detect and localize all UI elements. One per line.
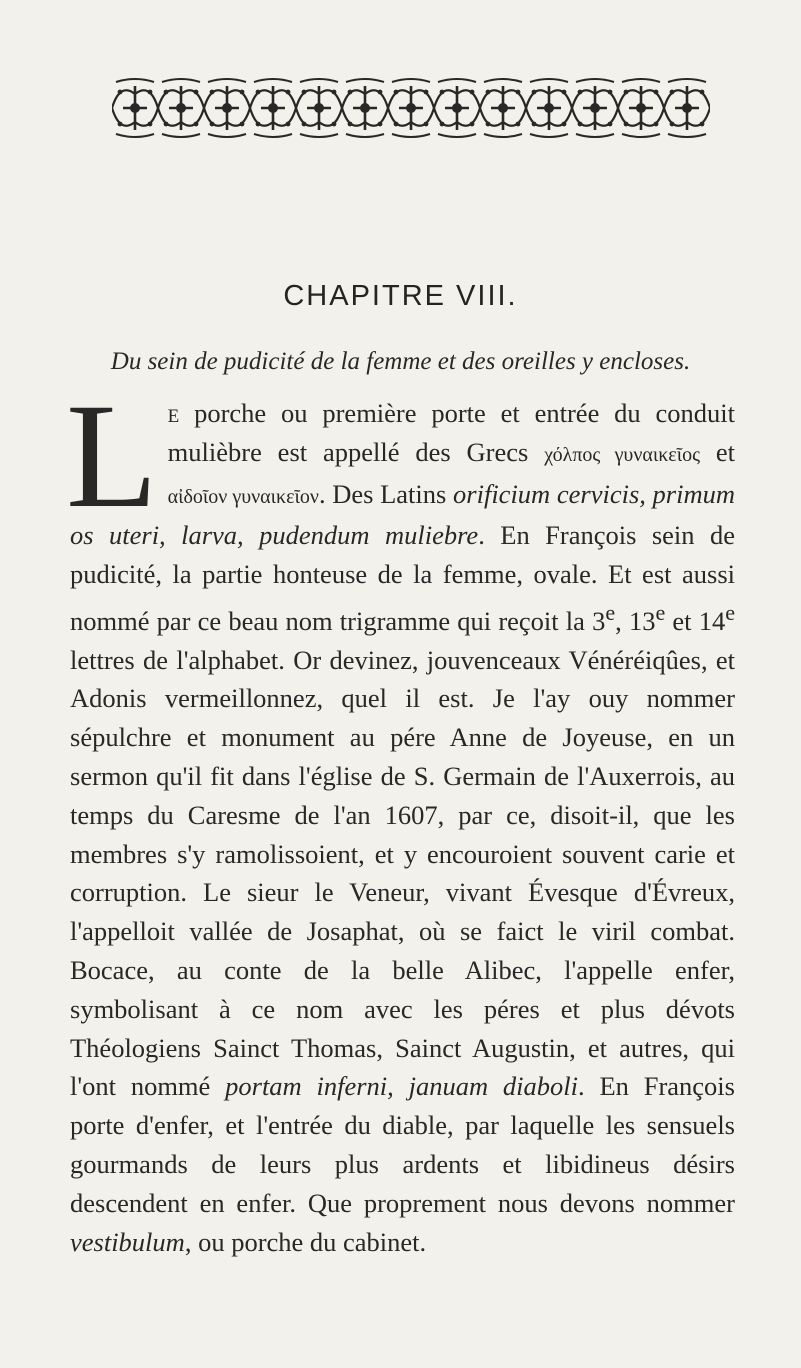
text-run: et 14 [665,605,726,636]
text-run: et [700,436,735,467]
text-run: . Des Latins [318,478,454,509]
text-run: . En François porte d'enfer, et l'entrée du diable, par laquelle les sensuels gourmands de leurs plus ardents et libidineus désirs descendent en enfer. Que proprement nous devons nommer [70,1071,735,1218]
greek-term: αἰδοῖον γυναικεῖον [167,485,319,508]
latin-term: orificium cervicis, primum os uteri, larva, pudendum muliebre [70,478,736,551]
ordinal-suffix: e [655,599,666,625]
ordinal-suffix: e [725,599,736,625]
latin-term: portam inferni, januam diaboli [225,1071,579,1102]
chapter-title: CHAPITRE VIII. [283,280,518,312]
text-run: , 13 [615,605,656,636]
latin-term: vestibulum [70,1226,185,1257]
ornament-band [112,78,710,138]
drop-cap: L [66,373,158,539]
paragraph [66,373,736,1261]
text-run: , ou porche du cabinet. [184,1226,427,1257]
text-run: . En François sein de pudicité, la partie honteuse de la femme, ovale. Et est aussi nommé par ce beau nom trigramme qui reçoit la 3 [70,520,735,636]
chapter-subtitle: Du sein de pudicité de la femme et des oreilles y encloses. [110,348,691,375]
text-run: porche ou première porte et entrée du conduit mulièbre est appellé des Grecs [167,398,735,467]
text-run: e [167,398,180,428]
text-run: lettres de l'alphabet. Or devinez, jouvenceaux Vénéréiqûes, et Adonis vermeillonnez, quel il est. Je l'ay ouy nommer sépulchre et monument au pére Anne de Joyeuse, en un sermon qu'il fit dans l'église de S. Germain de l'Auxerrois, au temps du Caresme de l'an 1607, par ce, disoit-il, que les membres s'y ramolissoient, et y encouroient souvent carie et corruption. Le sieur le Veneur, vivant Évesque d'Évreux, l'appelloit vallée de Josaphat, où se faict le viril combat. Bocace, au conte de la belle Alibec, l'appelle enfer, symbolisant à ce nom avec les péres et plus dévots Théologiens Sainct Thomas, Sainct Augustin, et autres, qui l'ont nommé [70,644,735,1102]
body-text [66,373,736,1261]
ordinal-suffix: e [605,599,616,625]
greek-term: χόλπος γυναικεῖος [544,443,701,466]
